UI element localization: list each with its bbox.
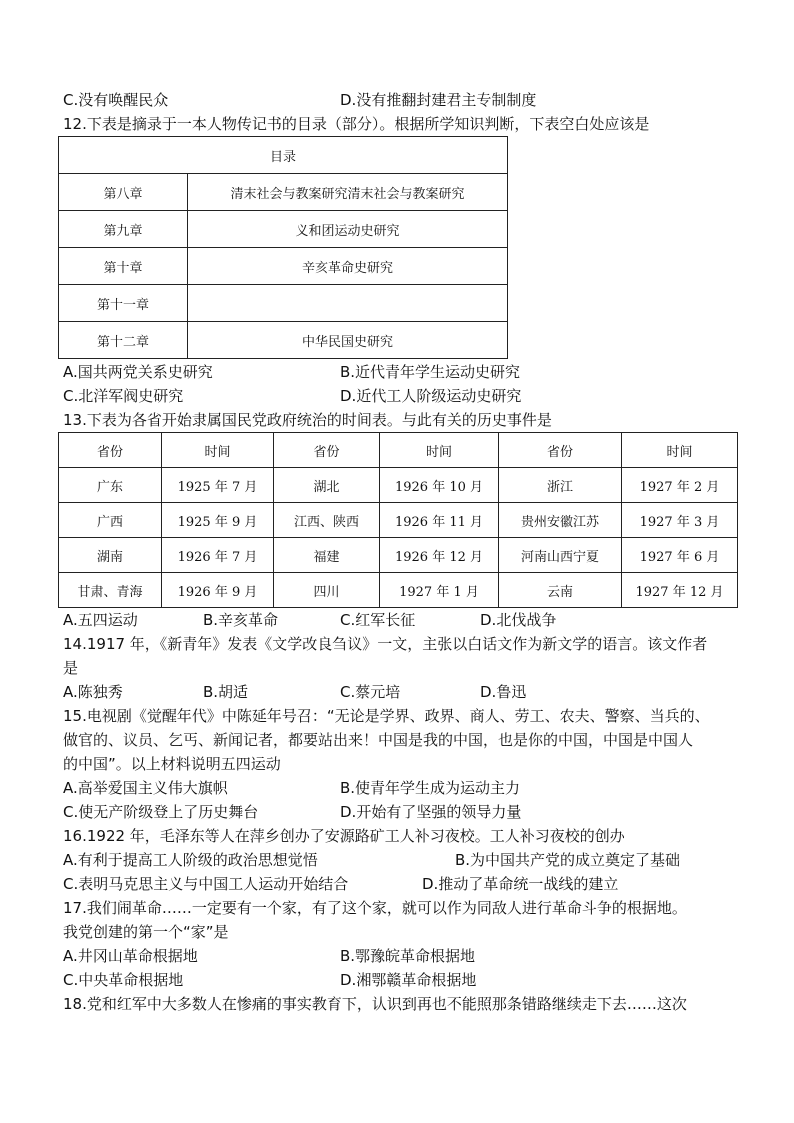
q17-option-b: B.鄂豫皖革命根据地 (340, 947, 476, 965)
q17-stem-line2: 我党创建的第一个“家”是 (63, 923, 229, 941)
q15-option-d: D.开始有了坚强的领导力量 (340, 803, 522, 821)
table-cell: 湖北 (274, 468, 380, 503)
q14-stem-line1: 14.1917 年，《新青年》发表《文学改良刍议》一文，主张以白话文作为新文学的语言。该文作者 (63, 635, 708, 653)
q11-option-c: C.没有唤醒民众 (63, 91, 169, 109)
table-cell: 浙江 (499, 468, 622, 503)
table-cell: 1927 年 3 月 (622, 503, 738, 538)
table-cell: 1926 年 10 月 (380, 468, 499, 503)
q13-option-b: B.辛亥革命 (203, 611, 279, 629)
q15-option-c: C.使无产阶级登上了历史舞台 (63, 803, 259, 821)
q15-stem-line1: 15.电视剧《觉醒年代》中陈延年号召：“无论是学界、政界、商人、劳工、农夫、警察、当兵的、 (63, 707, 710, 725)
q14-option-b: B.胡适 (203, 683, 249, 701)
table-cell: 1926 年 12 月 (380, 538, 499, 573)
q16-option-d: D.推动了革命统一战线的建立 (422, 875, 619, 893)
q13-option-c: C.红军长征 (340, 611, 416, 629)
q12-option-c: C.北洋军阀史研究 (63, 387, 184, 405)
chapter-cell: 第十章 (59, 248, 188, 285)
table-cell: 1926 年 7 月 (162, 538, 274, 573)
table-cell: 四川 (274, 573, 380, 608)
chapter-cell: 第十二章 (59, 322, 188, 359)
chapter-cell: 第十一章 (59, 285, 188, 322)
table-cell: 江西、陕西 (274, 503, 380, 538)
table-cell: 河南山西宁夏 (499, 538, 622, 573)
q14-option-a: A.陈独秀 (63, 683, 123, 701)
table-cell: 湖南 (59, 538, 162, 573)
q16-option-b: B.为中国共产党的成立奠定了基础 (455, 851, 681, 869)
q14-option-d: D.鲁迅 (480, 683, 527, 701)
table-cell: 广东 (59, 468, 162, 503)
table-cell: 1927 年 6 月 (622, 538, 738, 573)
header-time: 时间 (380, 433, 499, 468)
q14-option-c: C.蔡元培 (340, 683, 401, 701)
table-cell: 1925 年 9 月 (162, 503, 274, 538)
chapter-title-cell: 清末社会与教案研究清末社会与教案研究 (188, 174, 508, 211)
table-cell: 1926 年 9 月 (162, 573, 274, 608)
q17-stem-line1: 17.我们闹革命……一定要有一个家，有了这个家，就可以作为同敌人进行革命斗争的根据地。 (63, 899, 687, 917)
q18-stem-line1: 18.党和红军中大多数人在惨痛的事实教育下，认识到再也不能照那条错路继续走下去……这次 (63, 995, 687, 1013)
chapter-cell: 第九章 (59, 211, 188, 248)
q12-contents-table (58, 136, 508, 359)
q14-stem-line2: 是 (63, 659, 79, 677)
q15-option-a: A.高举爱国主义伟大旗帜 (63, 779, 228, 797)
q13-stem: 13.下表为各省开始隶属国民党政府统治的时间表。与此有关的历史事件是 (63, 411, 552, 429)
header-province: 省份 (499, 433, 622, 468)
header-province: 省份 (59, 433, 162, 468)
table-cell: 甘肃、青海 (59, 573, 162, 608)
table-cell: 1926 年 11 月 (380, 503, 499, 538)
chapter-cell: 第八章 (59, 174, 188, 211)
table-cell: 1925 年 7 月 (162, 468, 274, 503)
q17-option-d: D.湘鄂赣革命根据地 (340, 971, 477, 989)
chapter-title-cell: 中华民国史研究 (188, 322, 508, 359)
q13-option-a: A.五四运动 (63, 611, 138, 629)
header-time: 时间 (622, 433, 738, 468)
chapter-title-cell: 辛亥革命史研究 (188, 248, 508, 285)
q16-option-a: A.有利于提高工人阶级的政治思想觉悟 (63, 851, 318, 869)
q17-option-a: A.井冈山革命根据地 (63, 947, 198, 965)
q12-option-b: B.近代青年学生运动史研究 (340, 363, 521, 381)
table-title: 目录 (59, 137, 508, 174)
q16-option-c: C.表明马克思主义与中国工人运动开始结合 (63, 875, 349, 893)
q11-option-d: D.没有推翻封建君主专制制度 (340, 91, 537, 109)
header-time: 时间 (162, 433, 274, 468)
table-cell: 1927 年 2 月 (622, 468, 738, 503)
q17-option-c: C.中央革命根据地 (63, 971, 184, 989)
q13-option-d: D.北伐战争 (480, 611, 557, 629)
table-cell: 云南 (499, 573, 622, 608)
q12-stem: 12.下表是摘录于一本人物传记书的目录（部分）。根据所学知识判断，下表空白处应该是 (63, 115, 650, 133)
table-cell: 广西 (59, 503, 162, 538)
q13-province-table (58, 432, 738, 608)
table-cell: 福建 (274, 538, 380, 573)
blank-title-cell (188, 285, 508, 322)
table-cell: 1927 年 1 月 (380, 573, 499, 608)
q15-stem-line2: 做官的、议员、乞丐、新闻记者，都要站出来！中国是我的中国，也是你的中国，中国是中国人 (63, 731, 694, 749)
chapter-title-cell: 义和团运动史研究 (188, 211, 508, 248)
q15-stem-line3: 的中国”。以上材料说明五四运动 (63, 755, 281, 773)
table-cell: 1927 年 12 月 (622, 573, 738, 608)
q15-option-b: B.使青年学生成为运动主力 (340, 779, 521, 797)
table-cell: 贵州安徽江苏 (499, 503, 622, 538)
q12-option-a: A.国共两党关系史研究 (63, 363, 213, 381)
header-province: 省份 (274, 433, 380, 468)
q16-stem: 16.1922 年，毛泽东等人在萍乡创办了安源路矿工人补习夜校。工人补习夜校的创办 (63, 827, 625, 845)
q12-option-d: D.近代工人阶级运动史研究 (340, 387, 522, 405)
